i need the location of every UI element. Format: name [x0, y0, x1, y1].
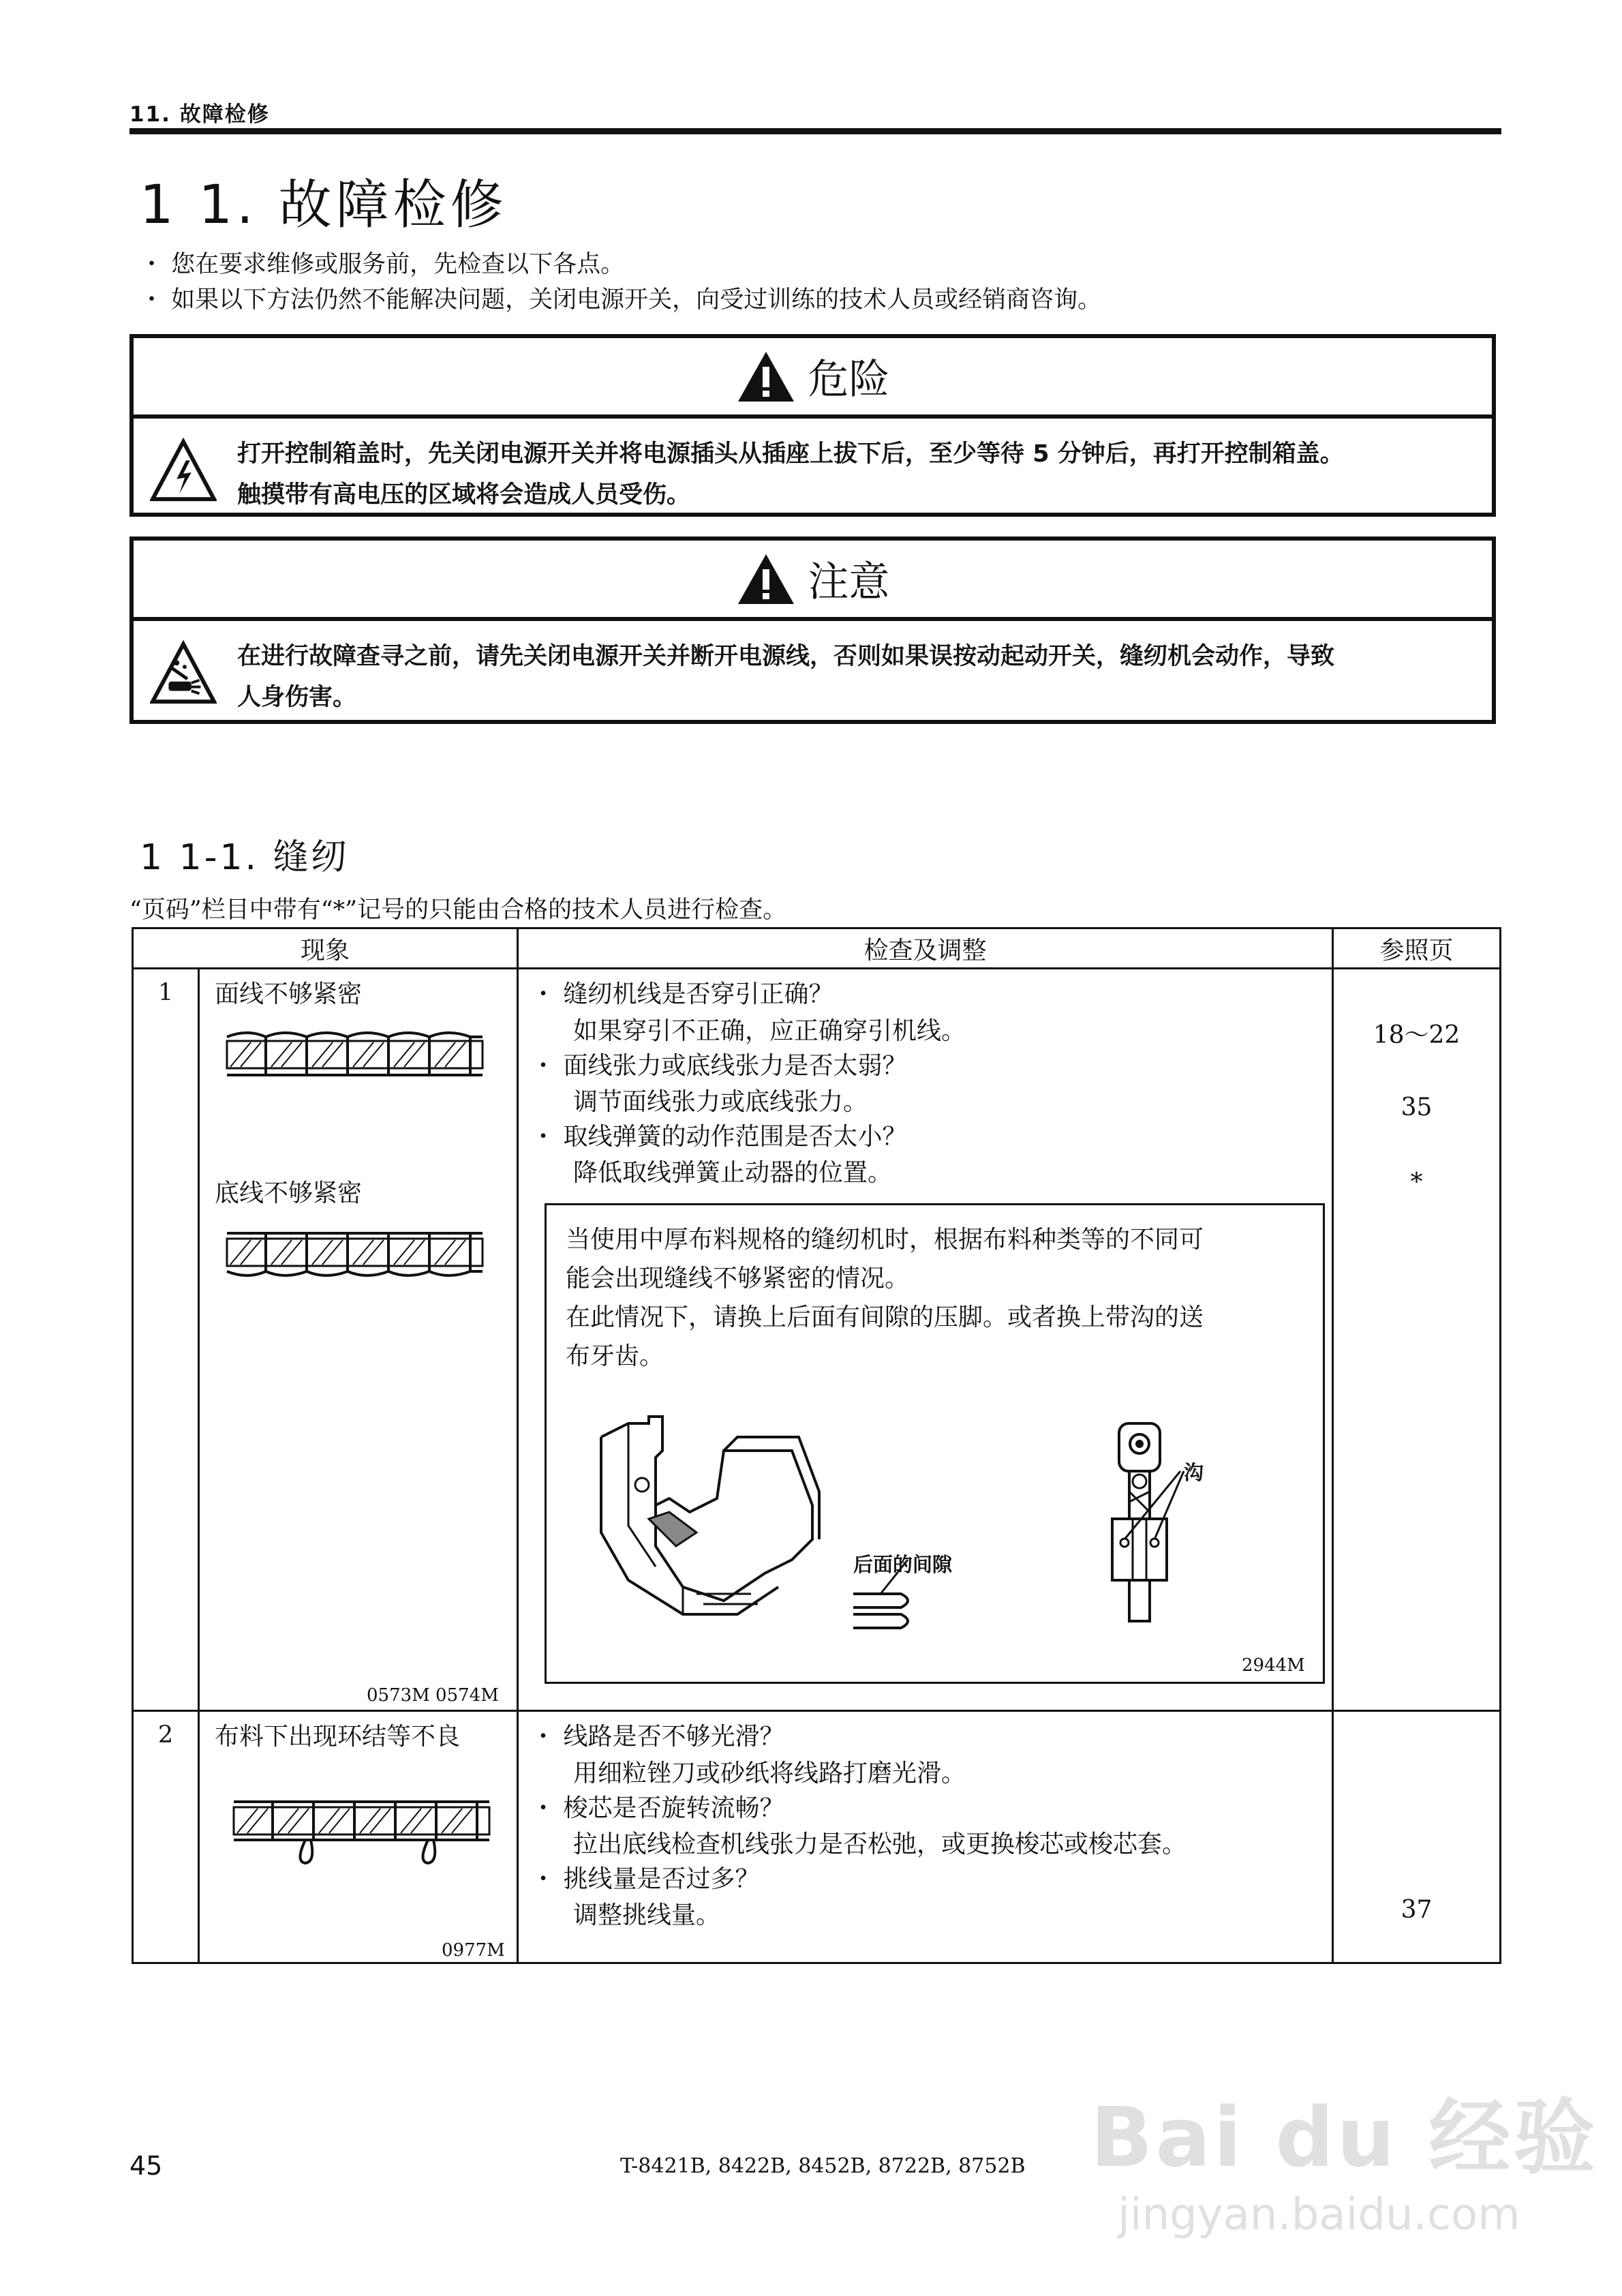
- check-action: 调整挑线量。: [573, 1901, 721, 1929]
- page-number: 45: [129, 2151, 163, 2181]
- header-rule: [129, 128, 1501, 134]
- caution-text-line: 在进行故障查寻之前，请先关闭电源开关并断开电源线，否则如果误按动起动开关，缝纫机会动作，导致: [237, 643, 1335, 670]
- check-action: 降低取线弹簧止动器的位置。: [573, 1159, 893, 1187]
- feed-dog-figure: [1092, 1417, 1228, 1642]
- presser-foot-figure: [587, 1410, 969, 1635]
- phenomenon-text: 面线不够紧密: [215, 980, 363, 1008]
- figure-code: 0977M: [442, 1940, 505, 1961]
- header-check: 检查及调整: [518, 928, 1333, 969]
- phenomenon-text: 布料下出现环结等不良: [215, 1723, 461, 1751]
- check-item: ・ 取线弹簧的动作范围是否太小？: [531, 1123, 907, 1151]
- baidu-watermark: [1090, 2072, 1597, 2240]
- ref-cell: [1333, 1711, 1501, 1963]
- hand-injury-icon: [150, 640, 217, 707]
- ref-page: 18～22: [1373, 1021, 1460, 1049]
- intro-line: ・ 如果以下方法仍然不能解决问题，关闭电源开关，向受过训练的技术人员或经销商咨询。: [140, 286, 1102, 314]
- danger-title: 危险: [808, 356, 890, 404]
- figure-code: 0573M 0574M: [367, 1685, 499, 1706]
- warning-triangle-icon: [736, 552, 796, 606]
- check-cell: [518, 969, 1333, 1711]
- check-item: ・ 面线张力或底线张力是否太弱？: [531, 1052, 907, 1080]
- table-row: [133, 969, 1501, 1711]
- caution-box: [129, 537, 1496, 724]
- high-voltage-icon: [150, 438, 217, 504]
- check-cell: [518, 1711, 1333, 1963]
- caution-header: [134, 541, 1492, 621]
- danger-text-line: 打开控制箱盖时，先关闭电源开关并将电源插头从插座上拔下后，至少等待 5 分钟后，再打开控制箱盖。: [237, 440, 1344, 468]
- row-number: 2: [133, 1711, 199, 1963]
- thread-loop-figure: [230, 1794, 493, 1869]
- check-item: ・ 线路是否不够光滑？: [531, 1723, 784, 1751]
- check-item: ・ 梭芯是否旋转流畅？: [531, 1794, 784, 1822]
- loose-bobbin-thread-figure: [224, 1225, 486, 1280]
- phenomenon-text: 底线不够紧密: [215, 1179, 363, 1207]
- note-line: 当使用中厚布料规格的缝纫机时，根据布料种类等的不同可: [566, 1226, 1204, 1254]
- row-number: 1: [133, 969, 199, 1711]
- figure-code: 2944M: [1242, 1655, 1305, 1676]
- check-action: 调节面线张力或底线张力。: [573, 1088, 868, 1116]
- watermark-brand: Bai du 经验: [1090, 2091, 1598, 2186]
- warning-triangle-icon: [736, 349, 796, 404]
- intro-line: ・ 您在要求维修或服务前，先检查以下各点。: [140, 251, 625, 278]
- page-title: 1 1. 故障检修: [140, 175, 508, 236]
- danger-box: [129, 334, 1496, 517]
- phenomenon-cell: [199, 969, 518, 1711]
- watermark-url: jingyan.baidu.com: [1118, 2190, 1520, 2240]
- table-note: “页码”栏目中带有“*”记号的只能由合格的技术人员进行检查。: [129, 896, 787, 924]
- danger-text-line: 触摸带有高电压的区域将会造成人员受伤。: [237, 481, 691, 509]
- check-item: ・ 缝纫机线是否穿引正确？: [531, 980, 833, 1008]
- check-action: 用细粒锉刀或砂纸将线路打磨光滑。: [573, 1759, 966, 1787]
- groove-label: 沟: [1184, 1461, 1204, 1484]
- table-row: [133, 1711, 1501, 1963]
- phenomenon-cell: [199, 1711, 518, 1963]
- table-header-row: [133, 928, 1501, 969]
- running-header: 11. 故障检修: [129, 102, 270, 127]
- ref-page: 37: [1401, 1896, 1433, 1924]
- danger-header: [134, 338, 1492, 419]
- loose-upper-thread-figure: [224, 1027, 486, 1082]
- caution-title: 注意: [808, 558, 890, 606]
- model-numbers: T-8421B, 8422B, 8452B, 8722B, 8752B: [620, 2154, 1026, 2178]
- note-line: 能会出现缝线不够紧密的情况。: [566, 1265, 910, 1293]
- check-action: 如果穿引不正确，应正确穿引机线。: [573, 1017, 966, 1045]
- section-title: 1 1-1. 缝纫: [140, 837, 350, 878]
- note-line: 布牙齿。: [566, 1342, 664, 1370]
- check-item: ・ 挑线量是否过多？: [531, 1865, 760, 1893]
- check-action: 拉出底线检查机线张力是否松弛，或更换梭芯或梭芯套。: [573, 1830, 1187, 1858]
- gap-label: 后面的间隙: [853, 1553, 953, 1576]
- header-phenomenon: 现象: [133, 928, 518, 969]
- ref-page: 35: [1401, 1093, 1433, 1121]
- ref-cell: [1333, 969, 1501, 1711]
- caution-text-line: 人身伤害。: [237, 684, 357, 711]
- troubleshooting-table: [132, 927, 1501, 1964]
- note-box: [545, 1203, 1325, 1684]
- note-line: 在此情况下，请换上后面有间隙的压脚。或者换上带沟的送: [566, 1303, 1204, 1331]
- header-ref-page: 参照页: [1333, 928, 1501, 969]
- ref-page: *: [1410, 1168, 1423, 1196]
